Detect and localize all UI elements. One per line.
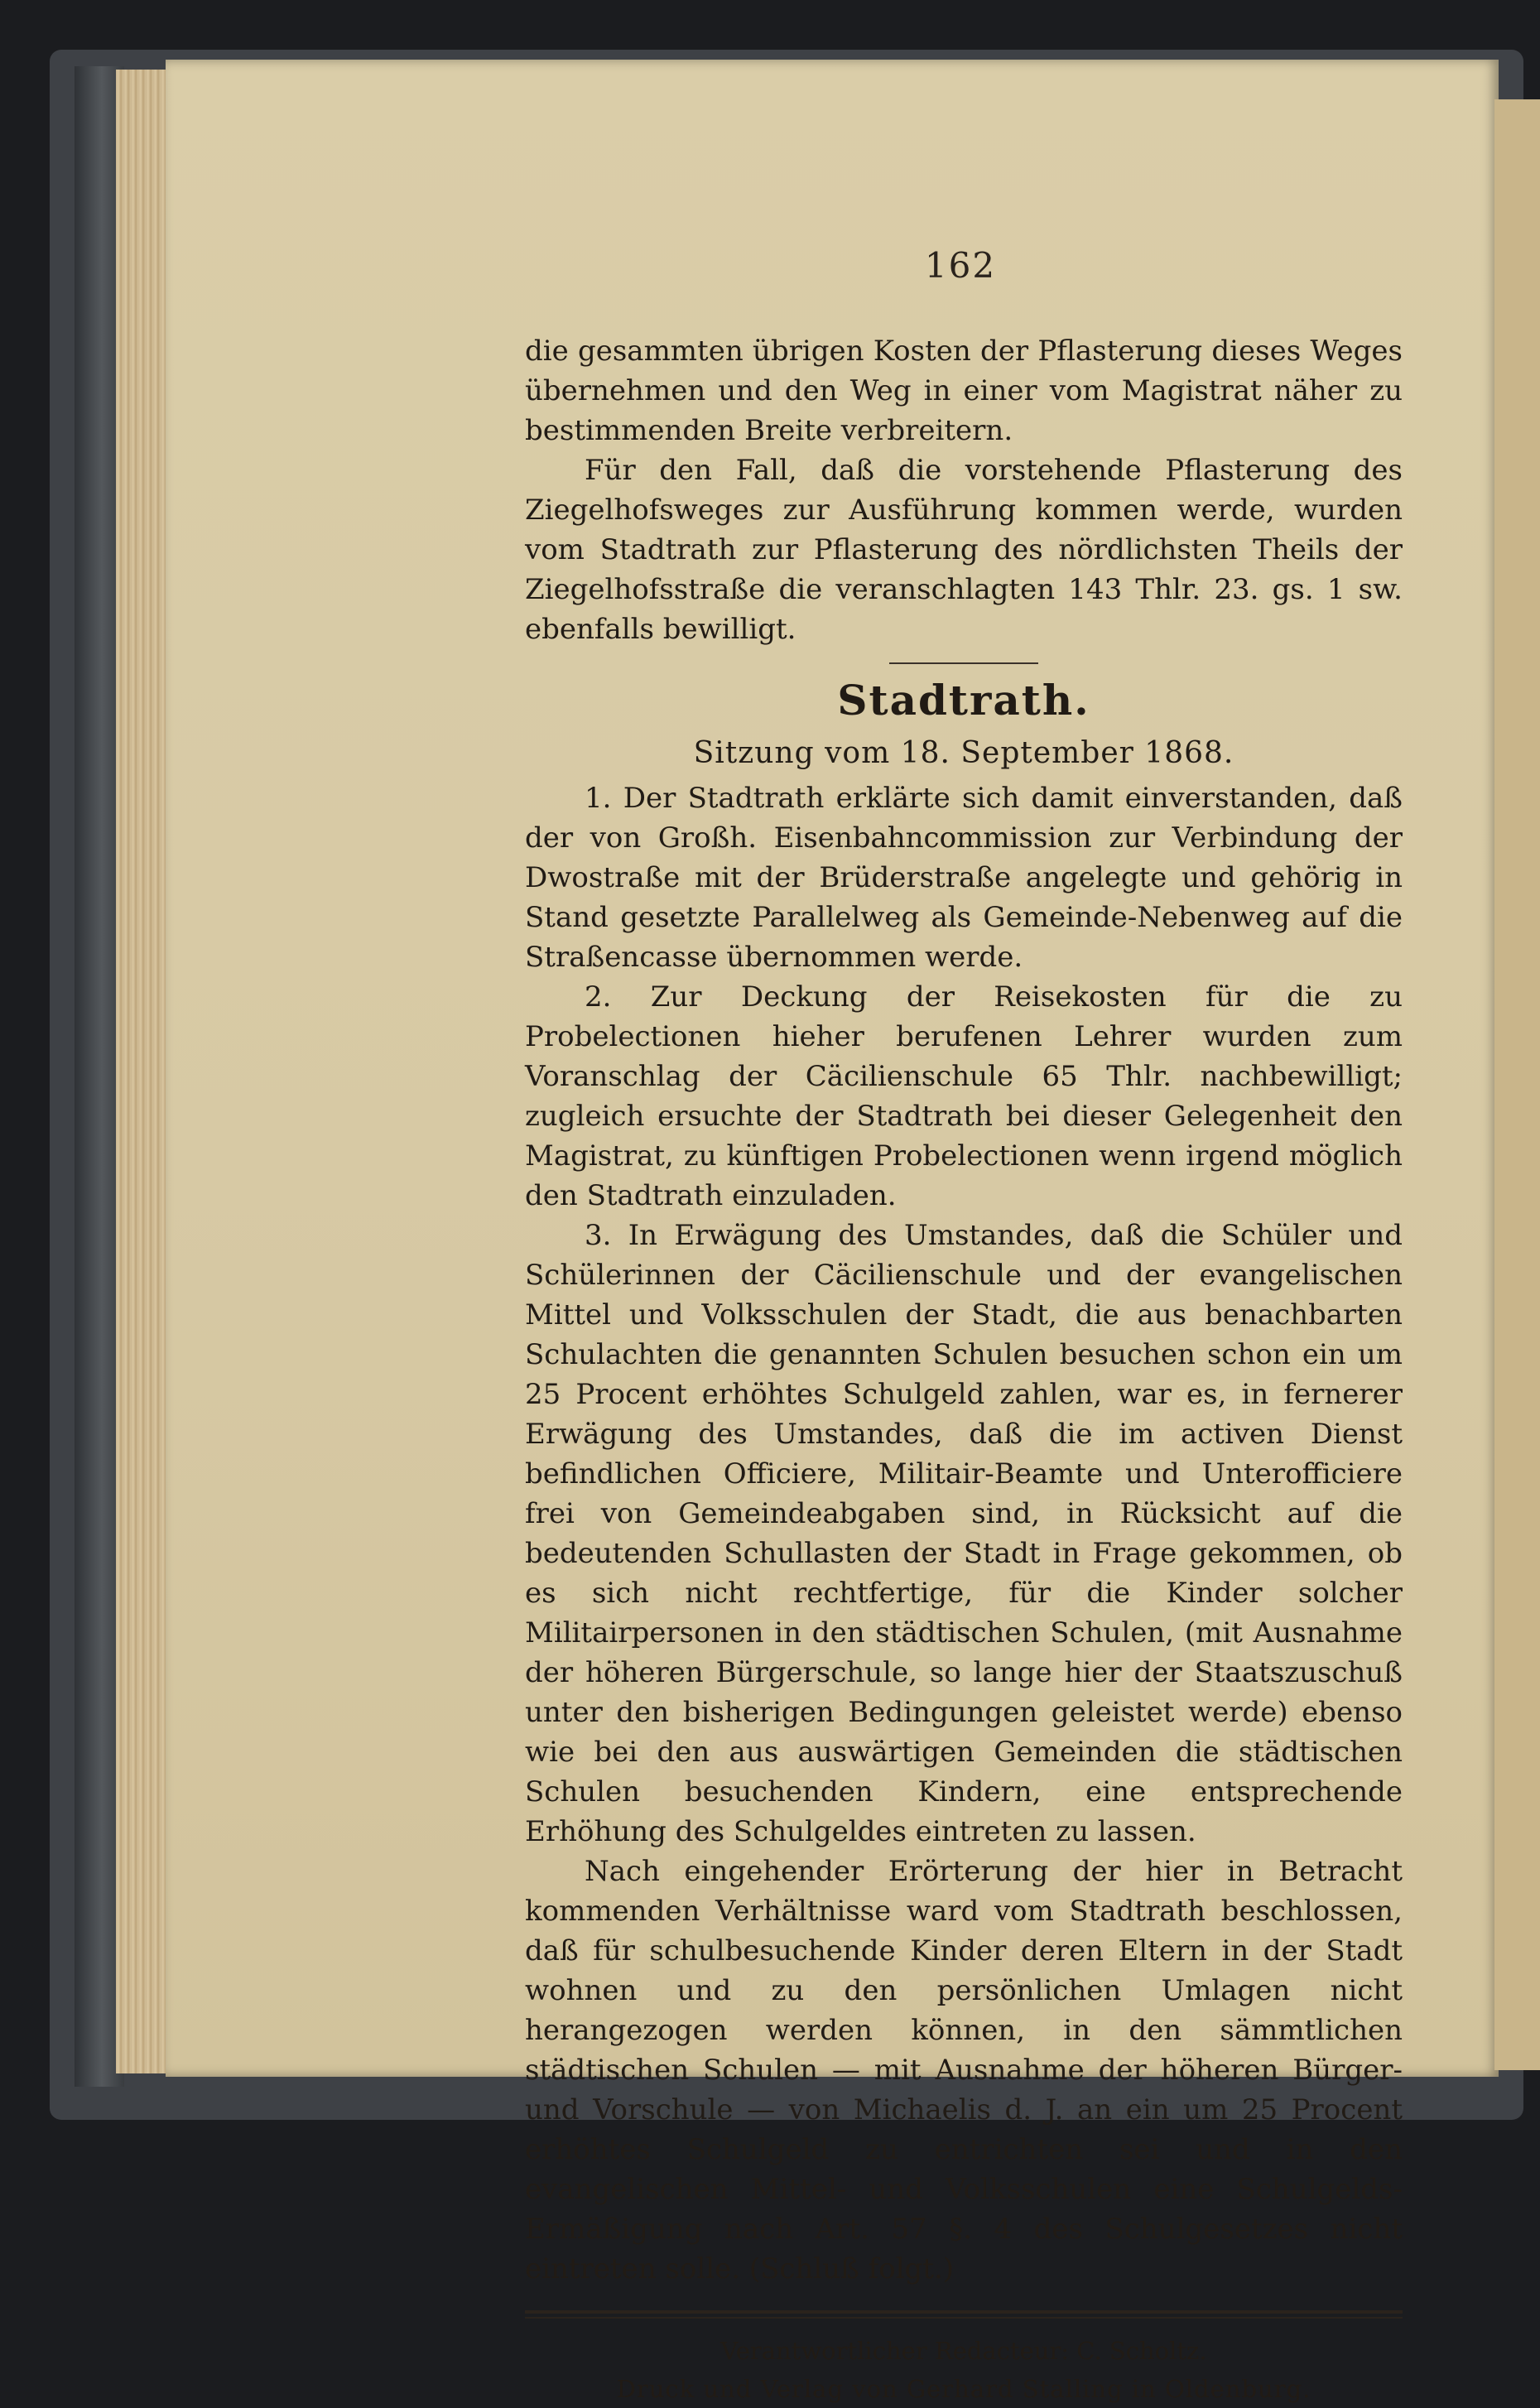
paragraph: Nach eingehender Erörterung der hier in Betracht kommenden Verhältnisse ward vom Stadtrath beschlossen, daß für schulbesuchende Kinder deren Eltern in der Stadt wohnen und zu den persönlichen Umlagen nicht herangezogen werden können, in den sämmtlichen städtischen Schulen — mit Ausnahme der höheren Bürger- und Vorschule — von Michaelis d. J. an ein um 25 Procent erhöhtes Schulgeld zu entrichten sei und in den evangelischen Mittel- und Volksschulen eine Schulgelds-Ermäßigung nach Art. 57 §. 4 des Schulgesetzes nicht eintreten solle. (Schluß folgt.) (525, 1855, 1403, 2285)
paragraph: 1. Der Stadtrath erklärte sich damit einverstanden, daß der von Großh. Eisenbahncommission zur Verbindung der Dwostraße mit der Brüderstraße angelegte und gehörig in Stand gesetzte Parallelweg als Gemeinde-Nebenweg auf die Straßencasse übernommen werde. (525, 782, 1403, 974)
paragraph: Für den Fall, daß die vorstehende Pflasterung des Ziegelhofsweges zur Ausführung kommen werde, wurden vom Stadtrath zur Pflasterung des nördlichsten Theils der Ziegelhofsstraße die veranschlagten 143 Thlr. 23. gs. 1 sw. ebenfalls bewilligt. (525, 454, 1403, 646)
section-divider (889, 662, 1038, 664)
footer-rule (525, 2310, 1403, 2314)
paragraph: 2. Zur Deckung der Reisekosten für die zu Probelectionen hieher berufenen Lehrer wurden zum Voranschlag der Cäcilienschule 65 Thlr. nachbewilligt; zugleich ersuchte der Stadtrath bei dieser Gelegenheit den Magistrat, zu künftigen Probelectionen wenn irgend möglich den Stadtrath einzuladen. (525, 980, 1403, 1212)
page-number: 162 (924, 245, 997, 286)
section-title: Stadtrath. (837, 676, 1090, 725)
printer-credit: Druck und Verlag von Gerhard Stalling in Oldenburg. (616, 2375, 1311, 2403)
page-text-block (525, 331, 1403, 2408)
editor-credit: Verantwortlicher Redacteur: C. Scholtz. (720, 2337, 1207, 2365)
paragraph-continued: die gesammten übrigen Kosten der Pflasterung dieses Weges übernehmen und den Weg in einer vom Magistrat näher zu bestimmenden Breite verbreitern. (525, 335, 1403, 447)
paragraph: 3. In Erwägung des Umstandes, daß die Schüler und Schülerinnen der Cäcilienschule und der evangelischen Mittel und Volksschulen der Stadt, die aus benachbarten Schulachten die genannten Schulen besuchen schon ein um 25 Procent erhöhtes Schulgeld zahlen, war es, in fernerer Erwägung des Umstandes, daß die im activen Dienst befindlichen Officiere, Militair-Beamte und Unterofficiere frei von Gemeindeabgaben sind, in Rücksicht auf die bedeutenden Schullasten der Stadt in Frage gekommen, ob es sich nicht rechtfertige, für die Kinder solcher Militairpersonen in den städtischen Schulen, (mit Ausnahme der höheren Bürgerschule, so lange hier der Staatszuschuß unter den bisherigen Bedingungen geleistet werde) ebenso wie bei den aus auswärtigen Gemeinden die städtischen Schulen besuchenden Kindern, eine entsprechende Erhöhung des Schulgeldes eintreten zu lassen. (525, 1219, 1403, 1848)
facing-page-edge (1494, 99, 1540, 2070)
footer-rule-thin (525, 2317, 1403, 2319)
session-date: Sitzung vom 18. September 1868. (693, 736, 1234, 770)
